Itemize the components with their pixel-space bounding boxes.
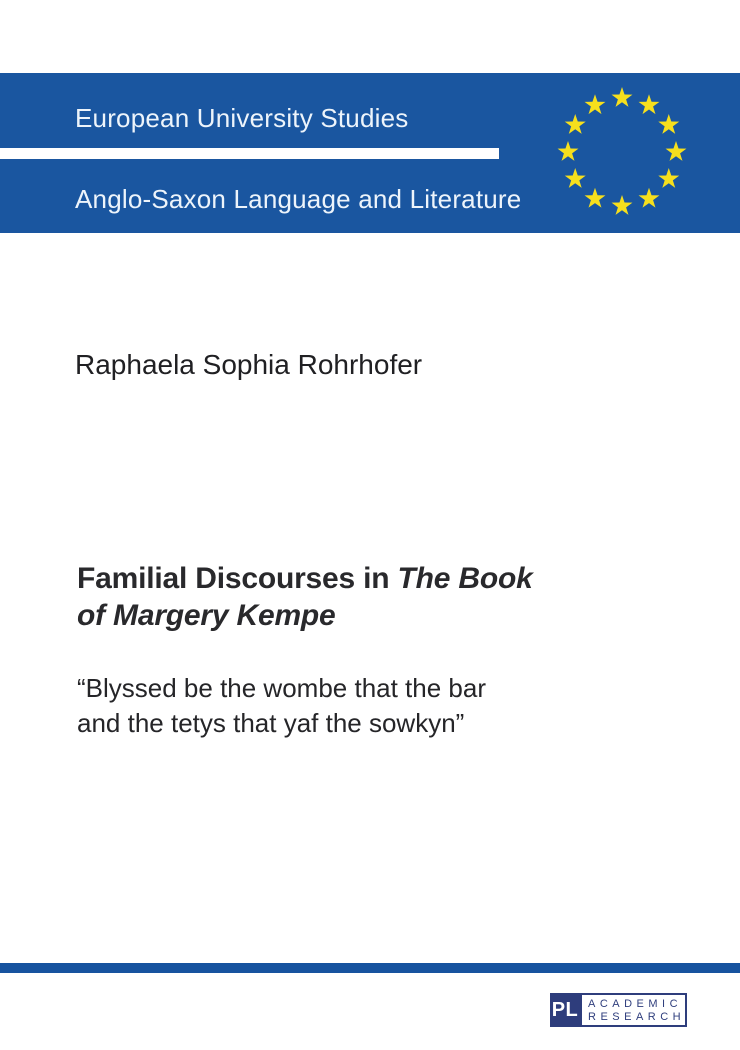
series-banner — [0, 73, 740, 233]
eu-star — [558, 141, 579, 161]
banner-divider — [0, 148, 499, 159]
subtitle-quote — [77, 671, 486, 741]
publisher-initials: PL — [551, 998, 579, 1021]
eu-star — [666, 141, 687, 161]
title-italic-line2: of Margery Kempe — [77, 599, 336, 632]
publisher-initials-badge — [550, 993, 580, 1027]
eu-star — [658, 114, 679, 134]
series-subseries: Anglo-Saxon Language and Literature — [75, 184, 522, 214]
eu-star — [639, 188, 660, 208]
author-name: Raphaela Sophia Rohrhofer — [75, 349, 423, 380]
eu-star — [585, 188, 606, 208]
eu-star — [585, 94, 606, 114]
series-title: European University Studies — [75, 103, 409, 133]
publisher-logo — [550, 993, 687, 1027]
publisher-imprint-line1: ACADEMIC — [588, 997, 683, 1010]
eu-star — [639, 94, 660, 114]
title-regular-part: Familial Discourses in — [77, 562, 398, 595]
footer-rule — [0, 963, 740, 973]
eu-star — [565, 114, 586, 134]
eu-star — [565, 168, 586, 188]
book-title — [77, 560, 533, 634]
eu-star — [612, 195, 633, 215]
title-italic-part: The Book — [397, 562, 533, 595]
subtitle-quote-line1: “Blyssed be the wombe that the bar — [77, 673, 487, 703]
publisher-imprint-line2: RESEARCH — [588, 1010, 685, 1023]
subtitle-quote-line2: and the tetys that yaf the sowkyn” — [77, 708, 465, 738]
eu-star — [658, 168, 679, 188]
eu-star — [612, 87, 633, 107]
publisher-name-box — [580, 993, 687, 1027]
eu-stars-logo-icon — [547, 75, 697, 225]
